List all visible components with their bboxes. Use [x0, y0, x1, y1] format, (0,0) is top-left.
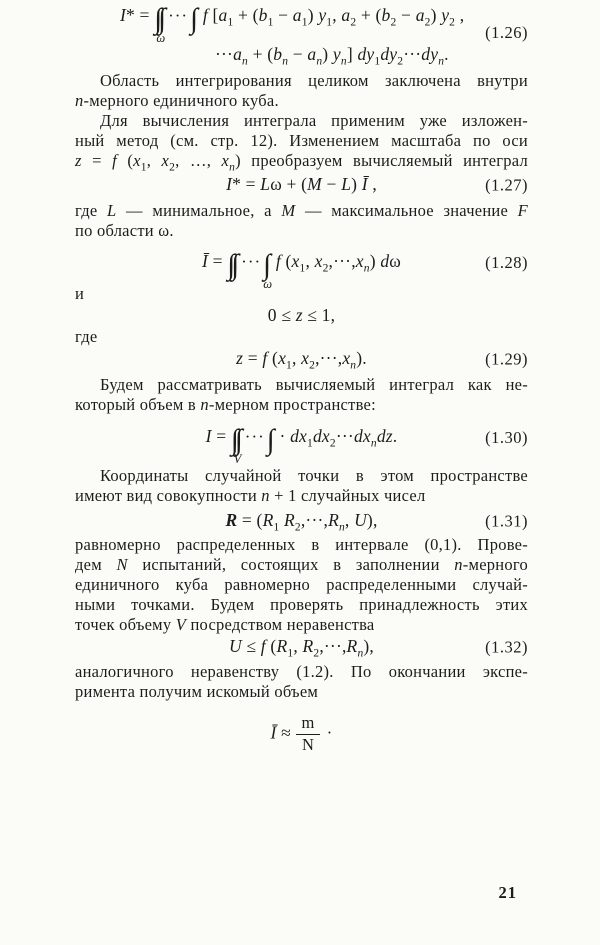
paragraph — [75, 375, 528, 415]
ellipsis: ··· — [244, 427, 265, 446]
integral-lower-limit: ω — [156, 30, 166, 45]
equation-1-30 — [75, 421, 528, 466]
text-line: по области ω. — [75, 221, 174, 240]
equation-number: (1.29) — [485, 349, 528, 368]
eq-body: · $dx_1dx_2\cdot\cdot\cdot dx_ndz$. — [279, 426, 398, 450]
integral-signs: ∫∫ — [154, 3, 163, 35]
equation-1-26-line-1 — [75, 0, 528, 45]
text-line: z = f ($x_1$, $x_2$, …, $x_n$) преобразуем вычисляемый интеграл — [75, 151, 528, 174]
integral-signs: ∫∫ — [227, 249, 236, 281]
integral-sign: ∫ — [190, 3, 199, 35]
equation-1-26-line-2 — [75, 22, 528, 68]
trailing-dot: · — [326, 723, 333, 743]
text-line: ный метод (см. стр. 12). Изменением масштаба по оси — [75, 131, 528, 150]
eq-body: U ≤ f ($R_1$, $R_2,\cdot\cdot\cdot,R_n$), — [228, 636, 374, 660]
integral-group — [154, 0, 166, 45]
integral-sign: ∫ — [266, 424, 275, 456]
eq-body: $\cdot\cdot\cdot a_n + (b_n - a_n)$ $y_n$] $dy_1dy_2\cdot\cdot\cdot dy_n$. — [215, 44, 449, 68]
integral-signs: ∫∫ — [230, 424, 239, 456]
fraction — [296, 714, 321, 755]
equation-1-26 — [75, 0, 528, 68]
paragraph — [75, 466, 528, 506]
text-line: имеют вид совокупности n + 1 случайных чисел — [75, 486, 426, 505]
text-line: римента получим искомый объем — [75, 682, 319, 701]
equation-1-32 — [75, 635, 528, 658]
text-line: дем N испытаний, состоящих в заполнении n-мерного — [75, 555, 528, 574]
ellipsis: ··· — [241, 252, 262, 271]
text-line: Координаты случайной точки в этом пространстве — [100, 466, 528, 485]
text-line: Область интегрирования целиком заключена внутри — [100, 71, 528, 90]
connective-word: где — [75, 327, 98, 346]
text-line: равномерно распределенных в интервале (0,1). Прове- — [75, 535, 528, 554]
eq-body: $R = (R_1$ $R_2,\cdot\cdot\cdot,R_n$, U), — [225, 510, 378, 534]
paragraph — [75, 535, 528, 635]
eq-body: f ($x_1$, $x_2,\cdot\cdot\cdot,x_n$) dω — [275, 251, 401, 275]
equation-1-29 — [75, 347, 528, 370]
text-line: Для вычисления интеграла применим уже изложен- — [100, 111, 528, 130]
equation-number: (1.27) — [485, 175, 528, 194]
text-line: Будем рассматривать вычисляемый интеграл как не- — [100, 375, 528, 394]
integral-lower-limit: ω — [263, 276, 273, 291]
eq-body: I* = Lω + (M − L) Ī , — [226, 174, 377, 194]
equation-1-28 — [75, 246, 528, 291]
equation-number: (1.31) — [485, 511, 528, 530]
equation-final-estimate — [75, 714, 528, 755]
eq-body: f [$a_1 + (b_1 - a_1)$ $y_1$, $a_2 + (b_2 - a_2)$ $y_2$ , — [202, 5, 465, 29]
equation-1-27 — [75, 173, 528, 196]
equation-1-31 — [75, 509, 528, 532]
eq-body: z = f ($x_1$, $x_2,\cdot\cdot\cdot,x_n$). — [236, 348, 367, 372]
text-line: который объем в n-мерном пространстве: — [75, 395, 376, 414]
fraction-numerator: m — [301, 713, 315, 732]
equation-number: (1.32) — [485, 637, 528, 656]
equation-number: (1.28) — [485, 253, 528, 272]
integral-lower-limit: V — [233, 451, 242, 466]
integral-group — [230, 421, 243, 466]
connective-word: и — [75, 284, 85, 303]
fraction-denominator: N — [296, 734, 320, 755]
equation-number: (1.30) — [485, 428, 528, 447]
paragraph — [75, 201, 528, 241]
eq-lhs: Ī = — [202, 251, 223, 271]
text-line: n-мерного единичного куба. — [75, 91, 279, 110]
paragraph — [75, 71, 528, 111]
integral-sign: ∫ — [263, 249, 272, 281]
eq-lhs: Ī ≈ — [270, 722, 291, 743]
paragraph — [75, 662, 528, 702]
paragraph — [75, 111, 528, 174]
equation-number: (1.26) — [485, 22, 528, 42]
text-line: единичного куба равномерно распределенными случай- — [75, 575, 528, 594]
text-line: ными точками. Будем проверять принадлежность этих — [75, 595, 528, 614]
ellipsis: ··· — [168, 6, 189, 25]
text-line: аналогичного неравенству (1.2). По окончании экспе- — [75, 662, 528, 681]
page-number: 21 — [498, 883, 517, 902]
inequality-z-range — [75, 304, 528, 327]
text-column — [75, 0, 528, 755]
text-line: где L — минимальное, а M — максимальное значение F — [75, 201, 528, 220]
integral-group — [263, 246, 273, 291]
eq-body: 0 ≤ z ≤ 1, — [267, 305, 336, 325]
eq-lhs: I* = — [120, 5, 150, 25]
text-line: точек объему V посредством неравенства — [75, 615, 375, 634]
eq-lhs: I = — [205, 426, 227, 446]
